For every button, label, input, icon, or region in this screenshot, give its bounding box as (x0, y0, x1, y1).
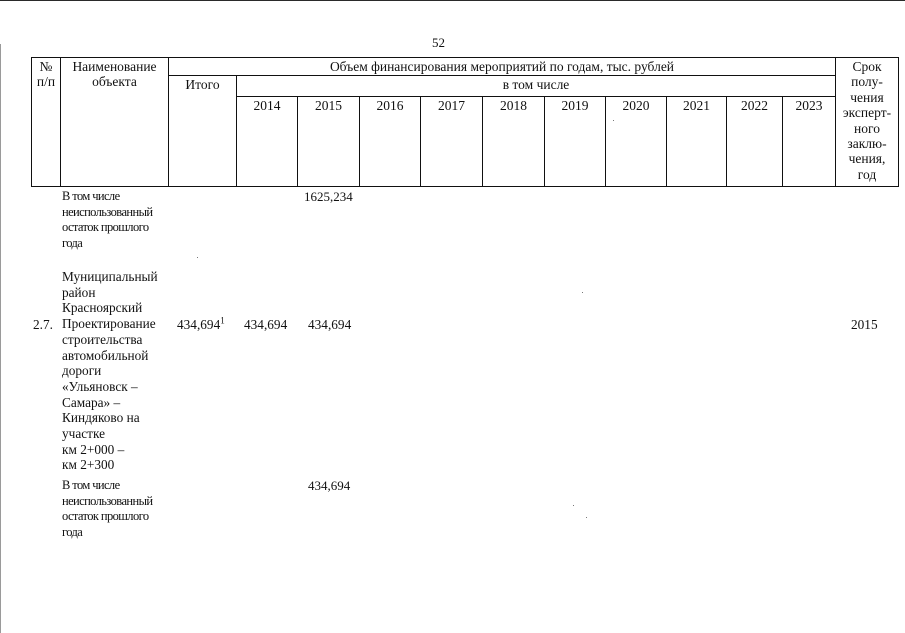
row-2-object-name: Муниципальный район Красноярский Проектирование строительства автомобильной дороги «Ульяновск – Самара» – Киндяково на участке км 2+000 – км 2+300 (62, 269, 158, 473)
scan-speck (573, 505, 574, 506)
header-year-2022: 2022 (727, 97, 783, 187)
header-year-2020: 2020 (606, 97, 667, 187)
scan-speck (582, 292, 583, 293)
header-total: Итого (169, 76, 237, 187)
row-3-value-2015: 434,694 (308, 478, 351, 493)
header-year-2015: 2015 (298, 97, 360, 187)
row-2-value-2014: 434,694 (244, 317, 288, 332)
header-funding-volume: Объем финансирования мероприятий по годам, тыс. рублей (169, 58, 836, 76)
header-year-2023: 2023 (783, 97, 836, 187)
row-2-total (177, 317, 225, 333)
header-year-2021: 2021 (667, 97, 727, 187)
header-year-2018: 2018 (483, 97, 545, 187)
scan-speck (586, 517, 587, 518)
scan-edge-left (0, 44, 1, 633)
page-number: 52 (432, 35, 445, 50)
header-object-name: Наименование объекта (61, 58, 169, 187)
scan-speck (613, 120, 614, 121)
row-3-object-name: В том числе неиспользованный остаток прошлого года (62, 478, 153, 540)
row-1-value-2015: 1625,234 (304, 189, 353, 204)
row-2-total-footnote: 1 (220, 315, 225, 326)
scan-speck (197, 257, 198, 258)
funding-table-header (31, 57, 899, 187)
header-year-2016: 2016 (360, 97, 421, 187)
header-deadline: Срок полу- чения эксперт- ного заклю- чения, год (836, 58, 899, 187)
header-year-2019: 2019 (545, 97, 606, 187)
row-2-deadline: 2015 (851, 317, 878, 332)
row-2-total-value: 434,694 (177, 317, 221, 332)
row-2-value-2015: 434,694 (308, 317, 352, 332)
row-2-number: 2.7. (33, 317, 53, 332)
row-1-object-name: В том числе неиспользованный остаток прошлого года (62, 189, 153, 251)
header-year-2017: 2017 (421, 97, 483, 187)
scan-edge-top (0, 0, 905, 1)
header-number: № п/п (32, 58, 61, 187)
header-year-2014: 2014 (237, 97, 298, 187)
header-including: в том числе (237, 76, 836, 97)
